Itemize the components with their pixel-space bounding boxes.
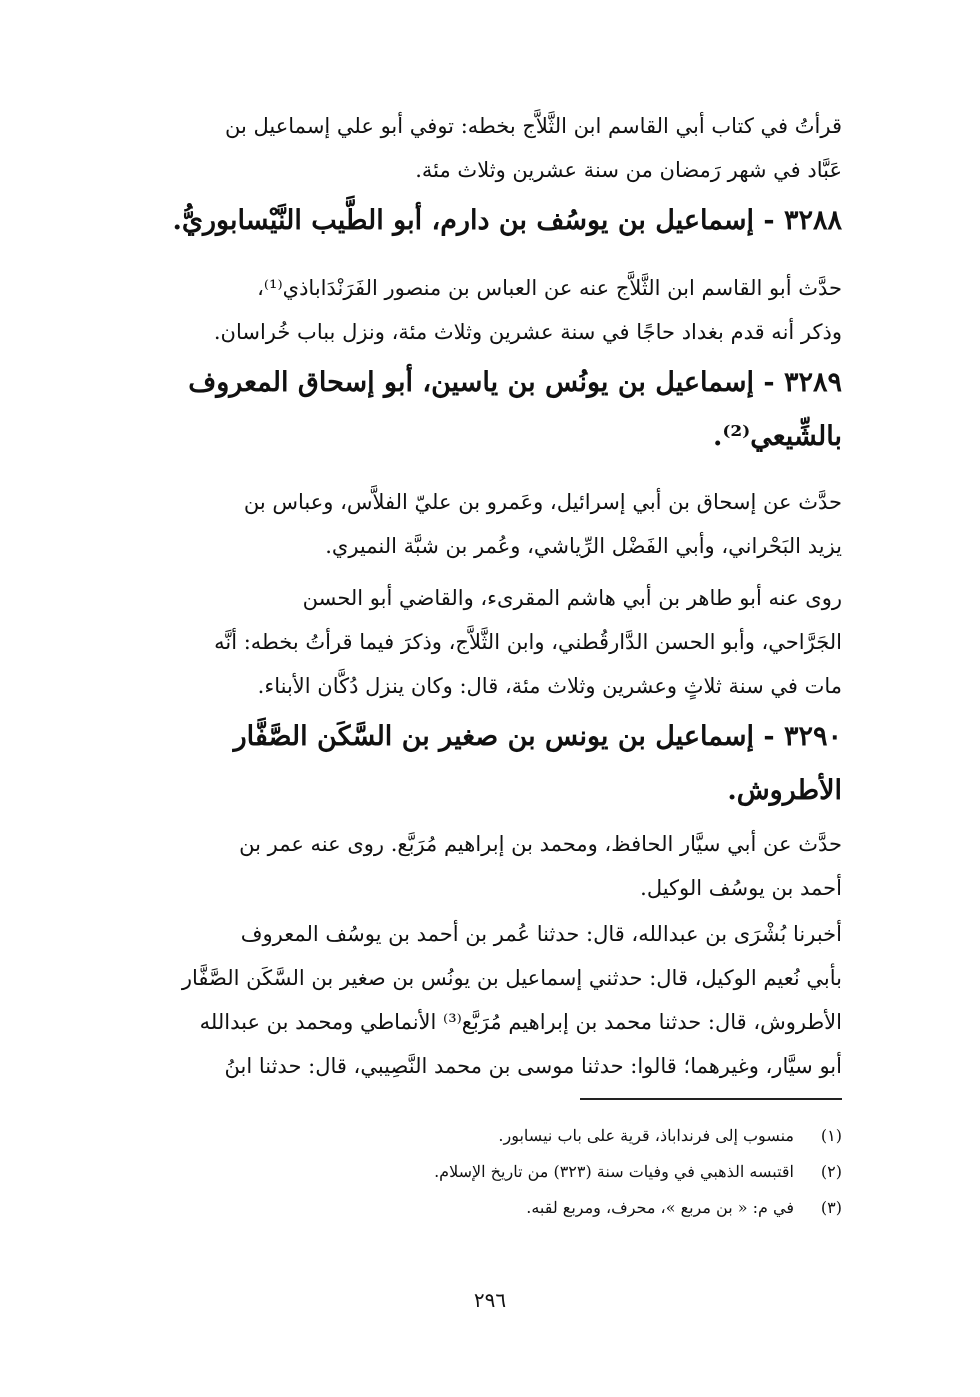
footnote-2 <box>300 1154 842 1190</box>
text-line: مات في سنة ثلاثٍ وعشرين وثلاث مئة، قال: وكان ينزل دُكَّان الأبناء. <box>257 674 842 698</box>
text-line: أحمد بن يوسُف الوكيل. <box>640 876 842 900</box>
footnote-number: (٢) <box>820 1162 842 1181</box>
entry-heading <box>130 356 842 464</box>
footnote-1 <box>300 1118 842 1154</box>
paragraph <box>130 576 842 708</box>
paragraph <box>130 104 842 192</box>
text-line: روى عنه أبو طاهر بن أبي هاشم المقرىء، والقاضي أبو الحسن <box>302 586 842 610</box>
paragraph <box>130 822 842 910</box>
paragraph <box>130 912 842 1088</box>
text-line: أخبرنا بُشْرَى بن عبدالله، قال: حدثنا عُمر بن أحمد بن يوسُف المعروف <box>240 922 842 946</box>
paragraph <box>130 480 842 568</box>
entry-heading <box>130 194 842 248</box>
footnote-number: (١) <box>820 1126 842 1145</box>
footnote-3 <box>300 1190 842 1226</box>
text-line: يزيد البَحْراني، وأبي الفَضْل الرِّياشي، وعُمر بن شبَّة النميري. <box>325 534 842 558</box>
text-line: بأبي نُعيم الوكيل، قال: حدثني إسماعيل بن يونُس بن صغير بن السَّكَن الصَّفَّار <box>181 966 842 990</box>
text-line: حدَّث أبو القاسم ابن الثَّلاَّج عنه عن العباس بن منصور الفَرَنْدَاباذي⁽¹⁾، <box>257 276 842 300</box>
text-line: ٣٢٨٨ - إسماعيل بن يوسُف بن دارم، أبو الطَّيب النَّيْسابوريُّ. <box>172 205 842 236</box>
text-line: حدَّث عن إسحاق بن أبي إسرائيل، وعَمرو بن عليّ الفلاَّس، وعباس بن <box>243 490 842 514</box>
text-line: الجَرَّاحي، وأبو الحسن الدَّارقُطني، وابن الثَّلاَّج، وذكرَ فيما قرأتُ بخطه: أنَّه <box>214 630 842 654</box>
footnotes <box>300 1118 842 1226</box>
footnote-text: منسوب إلى فرنداباذ، قرية على باب نيسابور. <box>498 1126 794 1145</box>
text-line: حدَّث عن أبي سيَّار الحافظ، ومحمد بن إبراهيم مُرَبَّع. روى عنه عمر بن <box>239 832 842 856</box>
text-line: الأطروش، قال: حدثنا محمد بن إبراهيم مُرَبَّع⁽³⁾ الأنماطي ومحمد بن عبدالله <box>199 1010 842 1034</box>
text-line: ٣٢٨٩ - إسماعيل بن يونُس بن ياسين، أبو إسحاق المعروف <box>188 367 842 398</box>
text-line: أبو سيَّار، وغيرهما؛ قالوا: حدثنا موسى بن محمد النَّصِيبي، قال: حدثنا ابنُ <box>224 1054 842 1078</box>
entry-heading <box>130 710 842 818</box>
text-line: بالشِّيعي⁽²⁾. <box>712 421 842 452</box>
text-line: ٣٢٩٠ - إسماعيل بن يونس بن صغير بن السَّكَن الصَّفَّار <box>233 721 842 752</box>
text-line: الأطروش. <box>727 775 842 806</box>
text-line: قرأتُ في كتاب أبي القاسم ابن الثَّلاَّج بخطه: توفي أبو علي إسماعيل بن <box>225 114 842 138</box>
text-line: عَبَّاد في شهر رَمضان من سنة عشرين وثلاث مئة. <box>415 158 842 182</box>
page-number: ٢٩٦ <box>473 1288 507 1312</box>
paragraph <box>130 266 842 354</box>
footnote-text: في م: « بن مربع »، محرف، ومربع لقبه. <box>526 1198 794 1217</box>
footnote-number: (٣) <box>820 1198 842 1217</box>
footnote-text: اقتبسه الذهبي في وفيات سنة (٣٢٣) من تاريخ الإسلام. <box>434 1162 794 1181</box>
text-line: وذكر أنه قدم بغداد حاجًا في سنة عشرين وثلاث مئة، ونزل بباب خُراسان. <box>213 320 842 344</box>
footnote-separator <box>580 1098 842 1100</box>
